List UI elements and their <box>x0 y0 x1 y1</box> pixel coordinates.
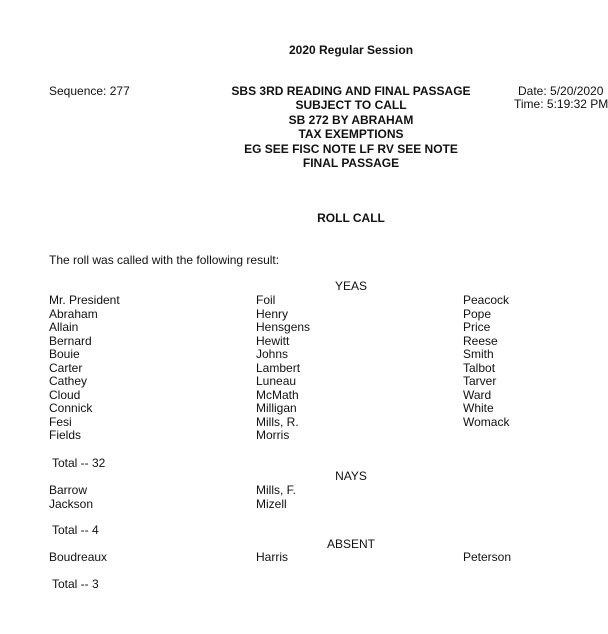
member-name: Barrow <box>49 483 88 497</box>
yeas-column-1 <box>49 294 120 443</box>
member-name: Mills, F. <box>256 483 296 497</box>
nays-label: NAYS <box>335 469 367 483</box>
member-name: Ward <box>463 387 492 402</box>
member-name: Johns <box>256 347 289 361</box>
member-name: Mizell <box>256 496 287 511</box>
member-name: Abraham <box>49 306 98 321</box>
member-name: Mr. President <box>49 293 120 307</box>
member-name: Peterson <box>463 550 512 564</box>
member-name: Foil <box>256 293 276 307</box>
member-name: Harris <box>256 550 288 564</box>
member-name: Hensgens <box>256 320 311 334</box>
bill-title-line: SUBJECT TO CALL <box>295 98 407 113</box>
member-name: Jackson <box>49 496 94 511</box>
member-name: Smith <box>463 347 494 361</box>
member-name: Price <box>463 320 491 334</box>
absent-label: ABSENT <box>326 537 375 551</box>
vote-time: Time: 5:19:32 PM <box>514 97 608 111</box>
member-name: Tarver <box>463 374 497 388</box>
bill-title-line: FINAL PASSAGE <box>302 155 400 170</box>
absent-column-1 <box>49 551 107 565</box>
nays-total: Total -- 4 <box>52 523 99 537</box>
member-name: Cloud <box>49 387 81 402</box>
member-name: Boudreaux <box>49 550 108 564</box>
sequence-number: Sequence: 277 <box>49 84 130 98</box>
bill-title-line: EG SEE FISC NOTE LF RV SEE NOTE <box>244 141 458 156</box>
member-name: Pope <box>463 306 492 321</box>
nays-column-2 <box>256 484 296 511</box>
absent-column-3 <box>463 551 511 565</box>
bill-title-line: SBS 3RD READING AND FINAL PASSAGE <box>231 84 471 98</box>
member-name: Milligan <box>256 401 297 415</box>
member-name: Luneau <box>256 374 297 388</box>
yeas-column-2 <box>256 294 310 443</box>
member-name: Mills, R. <box>256 414 299 429</box>
member-name: Bouie <box>49 347 80 361</box>
member-name: Lambert <box>256 360 301 375</box>
member-name: McMath <box>256 387 299 402</box>
session-title: 2020 Regular Session <box>288 43 414 57</box>
member-name: Henry <box>256 306 289 321</box>
member-name: Allain <box>49 320 79 334</box>
roll-call-heading: ROLL CALL <box>317 211 385 225</box>
yeas-column-3 <box>463 294 509 429</box>
roll-intro-text: The roll was called with the following result: <box>49 253 280 267</box>
bill-title-line: TAX EXEMPTIONS <box>298 127 404 142</box>
member-name: Talbot <box>463 360 496 375</box>
member-name: Fesi <box>49 414 72 429</box>
member-name: Peacock <box>463 293 510 307</box>
bill-title-block <box>200 84 502 170</box>
member-name: White <box>463 401 494 415</box>
member-name: Womack <box>463 414 510 429</box>
member-name: Carter <box>49 360 83 375</box>
member-name: Bernard <box>49 333 92 348</box>
member-name: Fields <box>49 428 82 442</box>
member-name: Hewitt <box>256 333 290 348</box>
absent-column-2 <box>256 551 288 565</box>
bill-title-line: SB 272 BY ABRAHAM <box>288 112 414 127</box>
nays-column-1 <box>49 484 93 511</box>
yeas-total: Total -- 32 <box>52 456 106 470</box>
member-name: Connick <box>49 401 93 415</box>
absent-total: Total -- 3 <box>52 577 99 591</box>
vote-date: Date: 5/20/2020 <box>518 84 604 98</box>
yeas-label: YEAS <box>334 279 367 293</box>
member-name: Morris <box>256 428 290 442</box>
member-name: Reese <box>463 333 498 348</box>
member-name: Cathey <box>49 374 88 388</box>
